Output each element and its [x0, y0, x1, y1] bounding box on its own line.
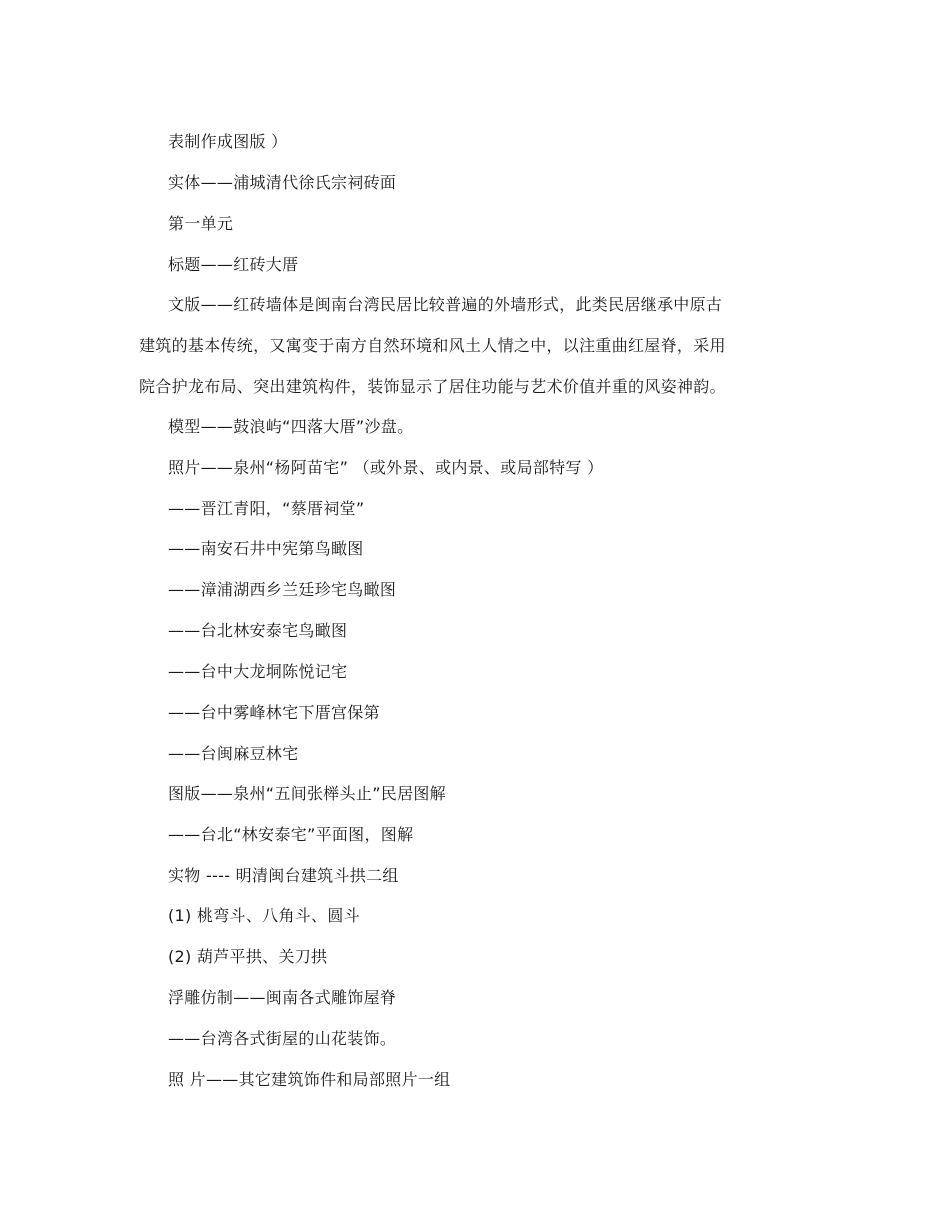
- text-line-16: ——台闽麻豆林宅: [168, 744, 299, 763]
- text-line-21: (2) 葫芦平拱、关刀拱: [168, 947, 328, 966]
- text-line-24: 照 片——其它建筑饰件和局部照片一组: [168, 1070, 451, 1089]
- text-line-23: ——台湾各式街屋的山花装饰。: [168, 1029, 397, 1048]
- text-line-11: ——南安石井中宪第鸟瞰图: [168, 539, 364, 558]
- text-line-13: ——台北林安泰宅鸟瞰图: [168, 621, 348, 640]
- text-line-15: ——台中雾峰林宅下厝宫保第: [168, 703, 380, 722]
- text-line-9: 照片——泉州“杨阿苗宅” （或外景、或内景、或局部特写 ）: [168, 458, 604, 477]
- text-line-3: 第一单元: [168, 214, 234, 233]
- text-line-19: 实物 ---- 明清闽台建筑斗拱二组: [168, 866, 399, 885]
- text-line-4: 标题——红砖大厝: [168, 255, 299, 274]
- text-line-14: ——台中大龙垌陈悦记宅: [168, 662, 348, 681]
- text-line-8: 模型——鼓浪屿“四落大厝”沙盘。: [168, 417, 414, 436]
- text-line-5: 文版——红砖墙体是闽南台湾民居比较普遍的外墙形式，此类民居继承中原古: [168, 295, 723, 314]
- text-line-20: (1) 桃弯斗、八角斗、圆斗: [168, 906, 360, 925]
- text-line-7: 院合护龙布局、突出建筑构件，装饰显示了居住功能与艺术价值并重的风姿神韵。: [139, 377, 726, 396]
- text-line-22: 浮雕仿制——闽南各式雕饰屋脊: [168, 988, 397, 1007]
- text-line-18: ——台北“林安泰宅”平面图，图解: [168, 825, 414, 844]
- text-line-17: 图版——泉州“五间张榉头止”民居图解: [168, 784, 446, 803]
- text-line-6: 建筑的基本传统，又寓变于南方自然环境和风土人情之中，以注重曲红屋脊，采用: [139, 336, 726, 355]
- text-line-1: 表制作成图版 ）: [168, 132, 288, 151]
- text-line-10: ——晋江青阳，“蔡厝祠堂”: [168, 499, 365, 518]
- text-line-2: 实体——浦城清代徐氏宗祠砖面: [168, 173, 397, 192]
- text-line-12: ——漳浦湖西乡兰廷珍宅鸟瞰图: [168, 580, 397, 599]
